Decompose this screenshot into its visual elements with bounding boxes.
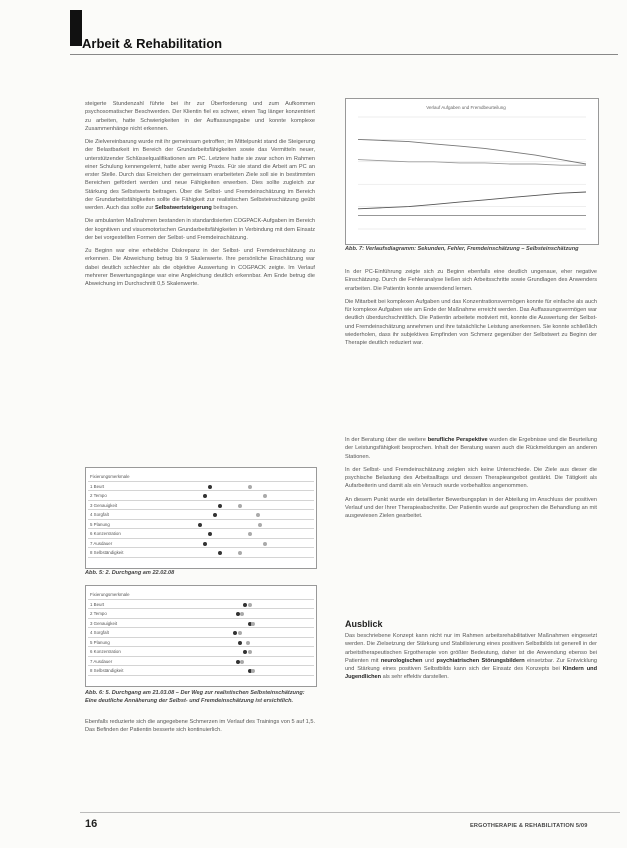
paragraph: Die ambulanten Maßnahmen bestanden in standardisierten COGPACK-Aufgaben im Bereich der kognitiven und visuomotorischen Grundarbeitsfähigkeiten in Verbindung mit dem Einsatz der bei vorgestellten Formen der Selbst- und Fremdeinschätzung. [85,218,315,241]
table-row [88,630,314,638]
table-row [88,522,314,530]
row-label: 3 Genauigkeit [90,620,118,626]
rating-dot [203,542,207,546]
row-label: 6 Konzentration [90,649,121,654]
row-label: 2 Tempo [90,611,107,616]
row-label: 1 Beurt [90,483,105,489]
row-label: 8 Selbständigkeit [90,550,124,555]
table-content [86,586,316,686]
rating-dot [198,523,202,527]
row-label: 8 Selbständigkeit [90,668,124,673]
table-row [88,503,314,511]
table-content [86,468,316,568]
rating-dot [240,612,244,616]
row-label: 1 Beurt [90,601,105,607]
rating-dot [256,513,260,517]
table-row [88,659,314,667]
rating-dot [263,542,267,546]
series-line [358,192,586,209]
page-number: 16 [85,818,98,830]
right-column-text-2 [345,436,597,525]
paragraph: In der Selbst- und Fremdeinschätzung zeigten sich keine Unterschiede. Die Ziele aus dieser die psychische Belastung des Arbeitsalltags und dessen Therapieangebot gestärkt. Die Tätigkeit als Aufarbeiterin und damit als ein Versuch wurde vorbehaltlos angenommen. [345,466,597,490]
paragraph: In der PC-Einführung zeigte sich zu Beginn ebenfalls eine deutlich ungenaue, eher negative Einschätzung. Durch die Fehleranalyse ließen sich Arbeitsschritte sowie Grundlagen des Anwenders erarbeiten. Die Patientin konnte anwendend lernen. [345,269,597,292]
rating-dot [263,494,267,498]
series-line [358,160,586,166]
evaluation-table-2 [85,585,317,687]
chart-title: Verlauf Aufgaben und Fremdbeurteilung [426,105,506,110]
table-row [88,541,314,549]
table-row [88,649,314,657]
table-row [88,484,314,492]
header-divider [70,54,618,55]
row-label: 4 Sorgfalt [90,630,109,635]
rating-dot [208,532,212,536]
table-row [88,668,314,676]
row-label: 7 Ausdauer [90,658,113,664]
paragraph: Ebenfalls reduzierte sich die angegebene Schmerzen im Verlauf des Trainings von 5 auf 1,5. Das Befinden der Patientin besserte sich kontinuierlich. [85,719,315,734]
rating-dot [243,650,247,654]
table-row [88,621,314,629]
rating-dot [251,669,255,673]
rating-dot [233,631,237,635]
evaluation-table-1 [85,467,317,569]
row-label: 4 Sorgfalt [90,512,109,517]
table-row [88,531,314,539]
table-row [88,611,314,619]
paragraph: An diesem Punkt wurde ein detaillierter Bewerbungsplan in der Abteilung im Anschluss der positiven Verlauf und der Ihrer Therapieabschnitte. Der Patientin wurde auf gesprochen die Behandlung an mit ausgewiesen Zielen gearbeitet. [345,496,597,519]
paragraph: In der Beratung über die weitere berufliche Perspektive wurden die Ergebnisse und die Beurteilung der Leistungsfähigkeit besprochen. Inhalt der Beratung waren auch die Rückmeldungen an anderen Stationen. [345,437,598,460]
rating-dot [238,551,242,555]
table-row [88,512,314,520]
row-label: Fixierungsmerkmale [90,474,130,479]
rating-dot [246,641,250,645]
rating-dot [251,622,255,626]
rating-dot [218,551,222,555]
row-label: 5 Planung [90,639,110,645]
series-line [358,139,586,164]
rating-dot [240,660,244,664]
rating-dot [208,485,212,489]
line-chart [346,99,598,244]
paragraph: Die Zielvereinbarung wurde mit ihr gemeinsam getroffen; im Mittelpunkt stand die Steigerung der Belastbarkeit im Bereich der Grundarbeitsfähigkeiten sowie das Vermitteln neuer, unterstützender Schlüsselqualifikationen am PC. Letztere hatte sie zwar schon im Rahmen einer Schulung kennengelernt, hatte aber wenig Praxis. Für sie stand die Arbeit am PC an erster Stelle. Durch das Erreichen der gemeinsam erarbeiteten Ziele soll sie in bestimmten Bereichen gefördert werden und neue Fähigkeiten erwerben. Dies sollte zugleich zur Stärkung des Selbstwerts beitragen. Über die Selbst- und Fremdeinschätzung im Bereich der Grundarbeitsfähigkeiten sollte die Fähigkeit zur realistischen Selbsteinschätzung geübt werden. Auch das sollte zur Selbstwertsteigerung beitragen. [85,139,315,211]
paragraph: steigerte Stundenzahl führte bei ihr zur Überforderung und zum Aufkommen psychosomatischer Beschwerden. Der Klientin fiel es schwer, einen Tag länger konzentriert zu arbeiten, hatte Schwierigkeiten in der Auffassungsgabe und konnte komplexe Zusammenhänge nicht erkennen. [85,101,315,132]
rating-dot [248,650,252,654]
rating-dot [243,603,247,607]
left-column-text [85,100,315,293]
table-row [88,602,314,610]
section-heading-ausblick: Ausblick [345,619,383,629]
right-column-text [345,268,597,352]
rating-dot [248,485,252,489]
row-label: Fixierungsmerkmale [90,592,130,597]
rating-dot [203,494,207,498]
footer-divider [80,812,620,813]
table-row [88,493,314,501]
figure-caption: Abb. 6: 5. Durchgang am 21.03.08 – Der Weg zur realistischen Selbsteinschätzung: Eine deutliche Annäherung der Selbst- und Fremdeinschätzung ist ersichtlich. [85,690,305,704]
rating-dot [248,603,252,607]
magazine-name: ERGOTHERAPIE & REHABILITATION 5/09 [470,823,588,829]
line-chart-figure [345,98,599,245]
paragraph: Die Mitarbeit bei komplexen Aufgaben und das Konzentrationsvermögen konnte für einfache als auch für komplexe Aufgaben wie am Ende der Maßnahme erreicht werden. Das Auffassungsvermögen war deutlich überdurchschnittlich. Die Patientin arbeitete motiviert mit, konnte die Auswertung der Selbst- und Fremdeinschätzung annehmen und ihre tatsächliche Leistung anerkennen. Sie konnte schließlich wiederholen, dass ihr subjektives Empfinden von Schmerz gegenüber der Selbstwert zu Beginn der Therapie deutlich reduziert war. [345,298,597,346]
left-column-tail [85,718,315,740]
row-label: 5 Planung [90,521,110,527]
row-label: 6 Konzentration [90,531,121,536]
page-header-title: Arbeit & Rehabilitation [82,36,223,51]
figure-caption: Abb. 7: Verlaufsdiagramm: Sekunden, Fehler, Fremdeinschätzung – Selbsteinschätzung [345,246,579,252]
outlook-text [345,632,597,687]
rating-dot [213,513,217,517]
rating-dot [238,631,242,635]
section-marker [70,10,82,46]
paragraph: Zu Beginn war eine erhebliche Diskrepanz in der Selbst- und Fremdeinschätzung zu erkennen. Die Abweichung betrug bis 9 Skalenwerte. Ihre persönliche Einschätzung war dabei deutlich schlechter als die objektive Auswertung in COGPACK zeigte. Im Verlauf mehrerer Bewertungsgänge war eine Angleichung deutlich erkennbar. Am Ende betrug die Abweichung im Durchschnitt 0,5 Skalenwerte. [85,248,315,287]
table-row [88,550,314,558]
rating-dot [248,532,252,536]
row-label: 3 Genauigkeit [90,502,118,508]
rating-dot [218,504,222,508]
table-row [88,592,314,600]
row-label: 7 Ausdauer [90,540,113,546]
figure-caption: Abb. 5: 2. Durchgang am 22.02.08 [85,570,175,576]
rating-dot [258,523,262,527]
paragraph: Das beschriebene Konzept kann nicht nur im Rahmen arbeitsrehabilitativer Maßnahmen eingesetzt werden. Die Zielsetzung der Stärkung und Stabilisierung eines positiven Selbstbilds ist generell in der arbeitstherapeutischen Ergotherapie von größter Bedeutung, daher ist die Anwendung ebenso bei Patienten mit neurologischen und psychiatrischen Störungsbildern einsetzbar. Zur Entwicklung und Stärkung eines positiven Selbstbilds kann sich der Einsatz des Konzepts bei Kindern und Jugendlichen als sehr effektiv darstellen. [345,633,598,681]
row-label: 2 Tempo [90,493,107,498]
rating-dot [238,504,242,508]
table-row [88,640,314,648]
rating-dot [238,641,242,645]
table-row [88,474,314,482]
